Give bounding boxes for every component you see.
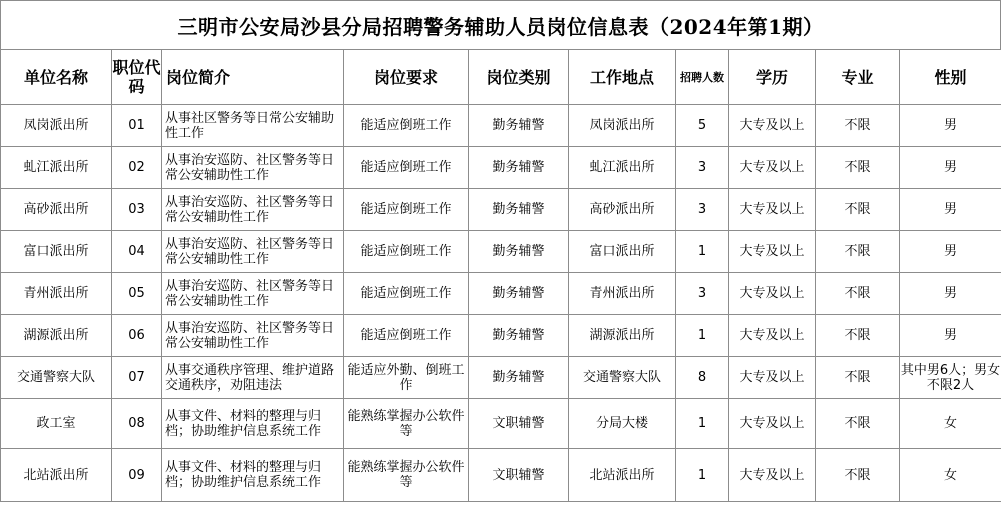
cell-location: 北站派出所	[569, 449, 676, 502]
cell-intro	[162, 273, 344, 315]
cell-location: 湖源派出所	[569, 315, 676, 357]
cell-requirement: 能适应倒班工作	[344, 231, 469, 273]
cell-count: 3	[676, 189, 729, 231]
cell-location: 交通警察大队	[569, 357, 676, 399]
cell-unit: 交通警察大队	[1, 357, 112, 399]
cell-requirement: 能适应外勤、倒班工作	[344, 357, 469, 399]
cell-unit: 富口派出所	[1, 231, 112, 273]
cell-count: 1	[676, 231, 729, 273]
cell-intro	[162, 399, 344, 449]
header-unit: 单位名称	[1, 50, 112, 105]
cell-gender: 男	[900, 315, 1001, 357]
cell-category: 勤务辅警	[469, 273, 569, 315]
cell-intro	[162, 315, 344, 357]
cell-education: 大专及以上	[729, 399, 816, 449]
cell-category: 勤务辅警	[469, 315, 569, 357]
cell-gender: 男	[900, 147, 1001, 189]
cell-intro	[162, 105, 344, 147]
cell-code: 02	[112, 147, 162, 189]
cell-unit: 凤岗派出所	[1, 105, 112, 147]
table-row	[1, 105, 1001, 147]
cell-code: 09	[112, 449, 162, 502]
cell-intro	[162, 449, 344, 502]
cell-major: 不限	[816, 357, 900, 399]
cell-major: 不限	[816, 105, 900, 147]
cell-unit: 政工室	[1, 399, 112, 449]
cell-requirement: 能适应倒班工作	[344, 105, 469, 147]
cell-category: 勤务辅警	[469, 105, 569, 147]
cell-unit: 虬江派出所	[1, 147, 112, 189]
table-title: 三明市公安局沙县分局招聘警务辅助人员岗位信息表（2024年第1期）	[0, 0, 1001, 49]
cell-unit: 青州派出所	[1, 273, 112, 315]
cell-code: 05	[112, 273, 162, 315]
cell-unit: 湖源派出所	[1, 315, 112, 357]
header-education: 学历	[729, 50, 816, 105]
cell-education: 大专及以上	[729, 357, 816, 399]
positions-table	[0, 49, 1001, 502]
cell-count: 8	[676, 357, 729, 399]
header-location: 工作地点	[569, 50, 676, 105]
cell-category: 勤务辅警	[469, 189, 569, 231]
intro-text: 从事治安巡防、社区警务等日常公安辅助性工作	[165, 278, 335, 309]
cell-intro	[162, 189, 344, 231]
table-row	[1, 357, 1001, 399]
table-row	[1, 189, 1001, 231]
cell-count: 1	[676, 449, 729, 502]
cell-unit: 北站派出所	[1, 449, 112, 502]
cell-location: 虬江派出所	[569, 147, 676, 189]
cell-location: 凤岗派出所	[569, 105, 676, 147]
cell-major: 不限	[816, 147, 900, 189]
cell-code: 03	[112, 189, 162, 231]
cell-education: 大专及以上	[729, 147, 816, 189]
intro-text: 从事治安巡防、社区警务等日常公安辅助性工作	[165, 236, 335, 267]
cell-gender: 男	[900, 231, 1001, 273]
cell-count: 5	[676, 105, 729, 147]
cell-education: 大专及以上	[729, 315, 816, 357]
cell-code: 01	[112, 105, 162, 147]
table-row	[1, 399, 1001, 449]
cell-location: 分局大楼	[569, 399, 676, 449]
cell-requirement: 能适应倒班工作	[344, 315, 469, 357]
header-major: 专业	[816, 50, 900, 105]
table-row	[1, 315, 1001, 357]
cell-count: 3	[676, 147, 729, 189]
intro-text: 从事治安巡防、社区警务等日常公安辅助性工作	[165, 152, 335, 183]
cell-location: 青州派出所	[569, 273, 676, 315]
cell-requirement: 能熟练掌握办公软件等	[344, 449, 469, 502]
cell-gender: 女	[900, 399, 1001, 449]
cell-major: 不限	[816, 315, 900, 357]
cell-unit: 高砂派出所	[1, 189, 112, 231]
cell-count: 1	[676, 315, 729, 357]
header-gender: 性别	[900, 50, 1001, 105]
cell-intro	[162, 231, 344, 273]
cell-category: 文职辅警	[469, 449, 569, 502]
header-intro: 岗位简介	[162, 50, 344, 105]
intro-text: 从事治安巡防、社区警务等日常公安辅助性工作	[165, 194, 335, 225]
intro-text: 从事治安巡防、社区警务等日常公安辅助性工作	[165, 320, 335, 351]
cell-requirement: 能适应倒班工作	[344, 147, 469, 189]
cell-category: 勤务辅警	[469, 231, 569, 273]
cell-intro	[162, 357, 344, 399]
cell-requirement: 能适应倒班工作	[344, 273, 469, 315]
cell-major: 不限	[816, 231, 900, 273]
intro-text: 从事文件、材料的整理与归档；协助维护信息系统工作	[165, 460, 322, 490]
cell-gender: 其中男6人；男女不限2人	[900, 357, 1001, 399]
table-row	[1, 449, 1001, 502]
cell-code: 04	[112, 231, 162, 273]
cell-intro	[162, 147, 344, 189]
cell-location: 高砂派出所	[569, 189, 676, 231]
header-requirement: 岗位要求	[344, 50, 469, 105]
cell-requirement: 能适应倒班工作	[344, 189, 469, 231]
header-row	[1, 50, 1001, 105]
cell-code: 08	[112, 399, 162, 449]
cell-education: 大专及以上	[729, 273, 816, 315]
table-row	[1, 273, 1001, 315]
cell-gender: 男	[900, 273, 1001, 315]
header-count: 招聘人数	[676, 50, 729, 105]
intro-text: 从事社区警务等日常公安辅助性工作	[165, 110, 335, 141]
cell-education: 大专及以上	[729, 231, 816, 273]
cell-major: 不限	[816, 273, 900, 315]
cell-category: 文职辅警	[469, 399, 569, 449]
cell-major: 不限	[816, 189, 900, 231]
header-category: 岗位类别	[469, 50, 569, 105]
cell-count: 1	[676, 399, 729, 449]
cell-category: 勤务辅警	[469, 357, 569, 399]
table-row	[1, 147, 1001, 189]
cell-code: 06	[112, 315, 162, 357]
intro-text: 从事文件、材料的整理与归档；协助维护信息系统工作	[165, 408, 322, 439]
cell-location: 富口派出所	[569, 231, 676, 273]
cell-count: 3	[676, 273, 729, 315]
cell-gender: 男	[900, 189, 1001, 231]
cell-major: 不限	[816, 449, 900, 502]
header-code: 职位代码	[112, 50, 162, 105]
cell-gender: 女	[900, 449, 1001, 502]
cell-code: 07	[112, 357, 162, 399]
intro-text: 从事交通秩序管理、维护道路交通秩序，劝阻违法	[165, 362, 335, 393]
cell-major: 不限	[816, 399, 900, 449]
cell-education: 大专及以上	[729, 189, 816, 231]
cell-gender: 男	[900, 105, 1001, 147]
cell-requirement: 能熟练掌握办公软件等	[344, 399, 469, 449]
cell-education: 大专及以上	[729, 105, 816, 147]
cell-category: 勤务辅警	[469, 147, 569, 189]
table-row	[1, 231, 1001, 273]
cell-education: 大专及以上	[729, 449, 816, 502]
